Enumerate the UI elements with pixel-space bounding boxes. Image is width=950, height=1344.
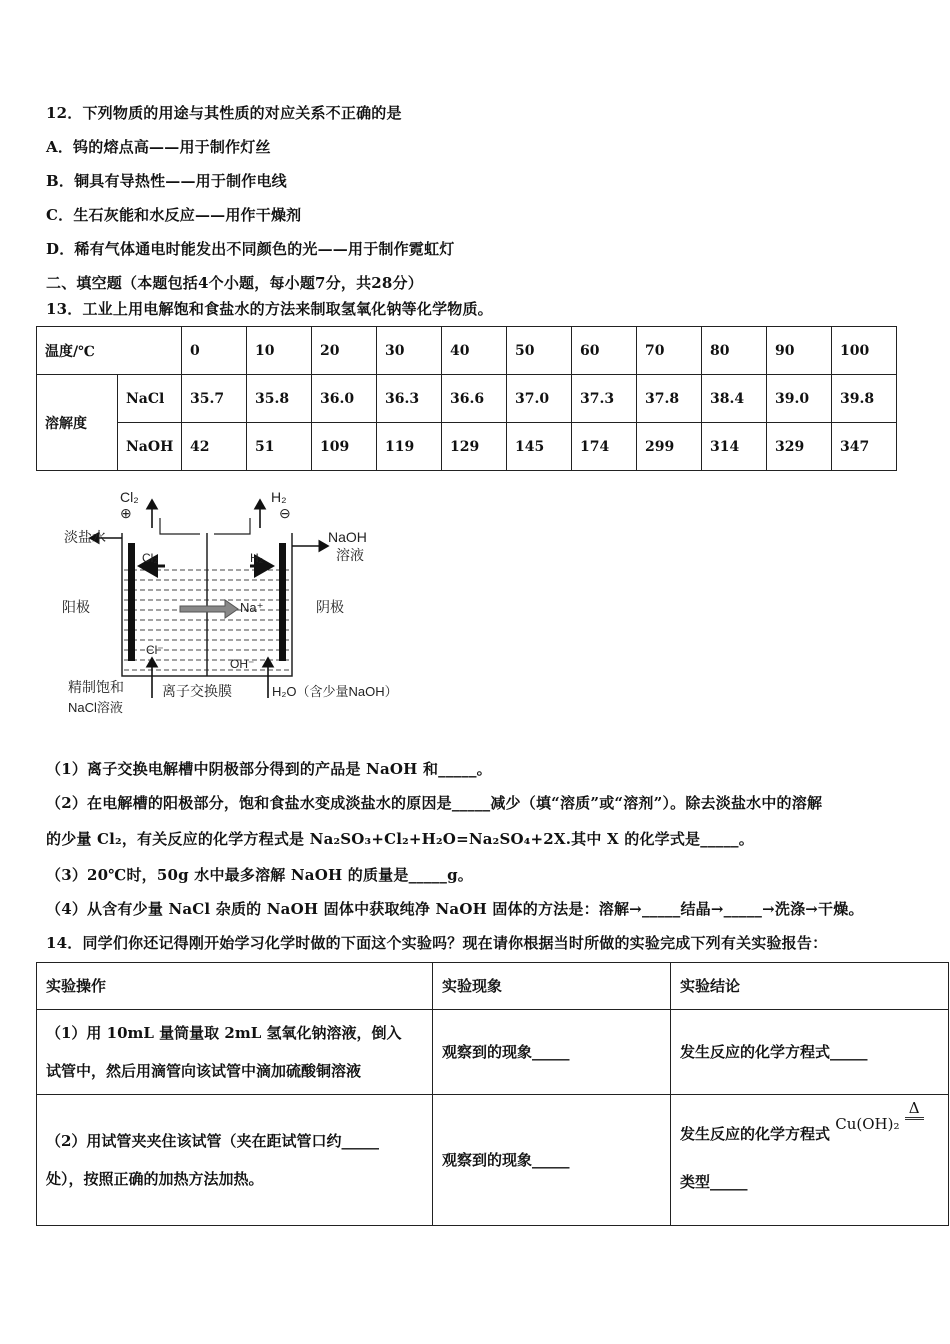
- table-cell: 0: [182, 327, 247, 375]
- table-cell: 329: [767, 423, 832, 471]
- table-cell: 36.0: [312, 375, 377, 423]
- q12-option-b: B．铜具有导热性——用于制作电线: [46, 172, 287, 190]
- operation-line: （1）用 10mL 量筒量取 2mL 氢氧化钠溶液，倒入: [46, 1024, 402, 1042]
- header-operation: 实验操作: [37, 963, 433, 1010]
- table-cell: 35.7: [182, 375, 247, 423]
- table-cell: 145: [507, 423, 572, 471]
- conclusion-cell-2: [671, 1095, 949, 1226]
- oh-ion-label: OH⁻: [230, 657, 255, 671]
- cathode-label: 阴极: [316, 599, 344, 615]
- header-phenomenon: 实验现象: [433, 963, 671, 1010]
- table-cell: 299: [637, 423, 702, 471]
- table-cell: 50: [507, 327, 572, 375]
- conclusion-cell-1: 发生反应的化学方程式_____: [671, 1010, 949, 1095]
- table-cell: 35.8: [247, 375, 312, 423]
- header-conclusion: 实验结论: [671, 963, 949, 1010]
- table-row: [37, 375, 897, 423]
- experiment-table: [36, 962, 949, 1226]
- temp-header: 温度/℃: [37, 327, 182, 375]
- table-cell: 60: [572, 327, 637, 375]
- operation-line: 试管中，然后用滴管向该试管中滴加硫酸铜溶液: [46, 1062, 362, 1080]
- na-migration-arrow: [180, 600, 238, 618]
- table-cell: 129: [442, 423, 507, 471]
- naoh-solution-label: NaOH: [328, 529, 367, 545]
- q12-option-a: A．钨的熔点高——用于制作灯丝: [46, 138, 271, 156]
- delta-symbol: Δ: [905, 1099, 924, 1120]
- q13-part-2: （2）在电解槽的阳极部分，饱和食盐水变成淡盐水的原因是_____减少（填“溶质”或“溶剂”）。除去淡盐水中的溶解: [46, 794, 823, 812]
- table-cell: 30: [377, 327, 442, 375]
- q13-part-2-cont: 的少量 Cl₂，有关反应的化学方程式是 Na₂SO₃+Cl₂+H₂O=Na₂SO₄+2X.其中 X 的化学式是_____。: [46, 830, 754, 848]
- h2-inner-label: H₂: [250, 551, 264, 565]
- section-heading: 二、填空题（本题包括4个小题，每小题7分，共28分）: [46, 274, 423, 292]
- conclusion-text: 发生反应的化学方程式: [680, 1125, 831, 1143]
- row-label-naoh: NaOH: [118, 423, 182, 471]
- cathode-electrode: [279, 543, 286, 661]
- operation-cell-2: [37, 1095, 433, 1226]
- table-row: [37, 1095, 949, 1226]
- h2-top-label: H₂: [271, 489, 287, 505]
- operation-line: 处），按照正确的加热方法加热。: [46, 1170, 264, 1188]
- table-cell: 314: [702, 423, 767, 471]
- table-cell: 100: [832, 327, 897, 375]
- table-cell: 90: [767, 327, 832, 375]
- plus-icon: ⊕: [120, 505, 132, 521]
- table-cell: 37.3: [572, 375, 637, 423]
- table-cell: 51: [247, 423, 312, 471]
- cl2-top-label: Cl₂: [120, 489, 139, 505]
- table-cell: 119: [377, 423, 442, 471]
- q12-option-d: D．稀有气体通电时能发出不同颜色的光——用于制作霓虹灯: [46, 240, 455, 258]
- feed-label-2: NaCl溶液: [68, 700, 123, 715]
- q13-stem: 13．工业上用电解饱和食盐水的方法来制取氢氧化钠等化学物质。: [46, 300, 493, 318]
- table-cell: 10: [247, 327, 312, 375]
- minus-icon: ⊖: [279, 505, 291, 521]
- operation-line: （2）用试管夹夹住该试管（夹在距试管口约_____: [46, 1132, 379, 1150]
- operation-cell-1: [37, 1010, 433, 1095]
- q13-part-4: （4）从含有少量 NaCl 杂质的 NaOH 固体中获取纯净 NaOH 固体的方法是：溶解→_____结晶→_____→洗涤→干燥。: [46, 900, 864, 918]
- phenomenon-cell-2: 观察到的现象_____: [433, 1095, 671, 1226]
- cl2-inner-label: Cl₂: [142, 551, 158, 565]
- table-row: [37, 1010, 949, 1095]
- row-label-nacl: NaCl: [118, 375, 182, 423]
- phenomenon-cell-1: 观察到的现象_____: [433, 1010, 671, 1095]
- table-cell: 20: [312, 327, 377, 375]
- table-cell: 36.3: [377, 375, 442, 423]
- table-cell: 37.8: [637, 375, 702, 423]
- table-cell: 39.8: [832, 375, 897, 423]
- table-row: [37, 963, 949, 1010]
- table-cell: 36.6: [442, 375, 507, 423]
- table-cell: 40: [442, 327, 507, 375]
- table-cell: 39.0: [767, 375, 832, 423]
- table-row: [37, 327, 897, 375]
- table-cell: 42: [182, 423, 247, 471]
- cl-ion-label: Cl⁻: [146, 643, 164, 657]
- table-cell: 37.0: [507, 375, 572, 423]
- q12-stem: 12．下列物质的用途与其性质的对应关系不正确的是: [46, 104, 402, 122]
- membrane-label: 离子交换膜: [162, 683, 232, 699]
- table-row: [37, 423, 897, 471]
- naoh-solution-label-2: 溶液: [336, 547, 364, 563]
- table-cell: 174: [572, 423, 637, 471]
- na-ion-label: Na⁺: [240, 600, 264, 615]
- table-cell: 70: [637, 327, 702, 375]
- q13-part-3: （3）20℃时，50g 水中最多溶解 NaOH 的质量是_____g。: [46, 866, 473, 884]
- solubility-table: [36, 326, 897, 471]
- reaction-type: 类型_____: [680, 1173, 748, 1191]
- q13-part-1: （1）离子交换电解槽中阴极部分得到的产品是 NaOH 和_____。: [46, 760, 492, 778]
- dilute-brine-label: 淡盐水: [64, 529, 106, 545]
- formula-text: Cu(OH)₂: [835, 1115, 900, 1133]
- table-cell: 38.4: [702, 375, 767, 423]
- q14-stem: 14．同学们你还记得刚开始学习化学时做的下面这个实验吗？现在请你根据当时所做的实验完成下列有关实验报告：: [46, 934, 828, 952]
- water-feed-label: H₂O（含少量NaOH）: [272, 684, 398, 699]
- table-cell: 109: [312, 423, 377, 471]
- anode-label: 阳极: [62, 599, 90, 615]
- anode-electrode: [128, 543, 135, 661]
- electrolysis-diagram: [60, 488, 430, 718]
- table-cell: 80: [702, 327, 767, 375]
- q12-option-c: C．生石灰能和水反应——用作干燥剂: [46, 206, 302, 224]
- table-cell: 347: [832, 423, 897, 471]
- solubility-label: 溶解度: [37, 375, 118, 471]
- feed-label: 精制饱和: [68, 679, 124, 695]
